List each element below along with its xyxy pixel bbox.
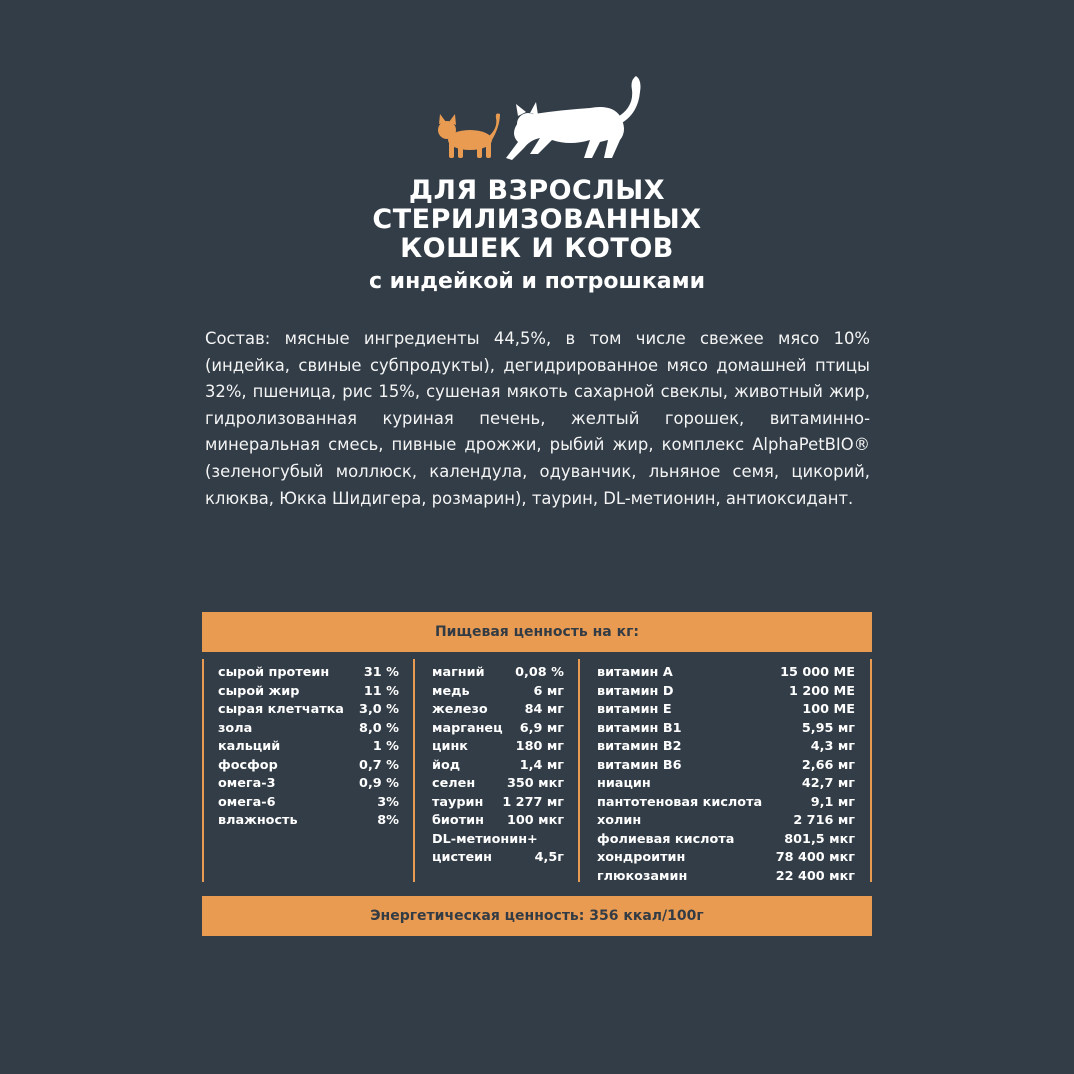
- nutrient-name: кальций: [218, 739, 281, 754]
- nutrient-name: зола: [218, 720, 253, 736]
- nutrient-row: [597, 720, 855, 739]
- nutrient-value: 11 %: [363, 683, 399, 699]
- nutrient-value: 8%: [377, 813, 399, 828]
- nutrient-value: 801,5 мкг: [784, 831, 855, 847]
- nutrient-row: [432, 794, 564, 813]
- nutrient-value: 100 МЕ: [802, 702, 855, 717]
- nutrient-name: витамин В2: [597, 739, 682, 754]
- nutrient-value: 8,0 %: [359, 720, 399, 736]
- nutrient-name: DL-метионин+: [432, 831, 538, 847]
- nutrient-value: 0,9 %: [359, 776, 399, 791]
- nutrient-name: хондроитин: [597, 850, 686, 865]
- kitten-icon: [438, 114, 500, 159]
- nutrient-name: витамин Е: [597, 702, 672, 717]
- nutrient-row: [597, 794, 855, 813]
- composition-text: Состав: мясные ингредиенты 44,5%, в том числе свежее мясо 10% (индейка, свиные субпродукты), дегидрированное мясо домашней птицы 32%, пшеница, рис 15%, сушеная мякоть сахарной свеклы, животный жир, гидролизованная куриная печень, желтый горошек, витаминно-минеральная смесь, пивные дрожжи, рыбий жир, комплекс AlphaPetBIO® (зеленогубый моллюск, календула, одуванчик, льняное семя, цикорий, клюква, Юкка Шидигера, розмарин), таурин, DL-метионин, антиоксидант.: [205, 329, 870, 508]
- nutrient-value: 3%: [377, 794, 399, 810]
- table-divider: [202, 659, 204, 882]
- nutrient-value: 15 000 МЕ: [780, 665, 855, 680]
- nutrient-value: 1 %: [372, 739, 399, 754]
- nutrient-value: 22 400 мкг: [775, 868, 855, 884]
- nutrition-column-3: [597, 664, 855, 886]
- nutrient-value: 180 мг: [515, 739, 564, 754]
- nutrient-value: 3,0 %: [359, 702, 399, 717]
- nutrient-name: селен: [432, 776, 476, 791]
- nutrient-name: йод: [432, 757, 461, 773]
- table-divider: [413, 659, 415, 882]
- nutrient-value: 9,1 мг: [810, 794, 855, 810]
- nutrient-row: [218, 775, 399, 794]
- nutrient-row: [432, 720, 564, 739]
- nutrient-name: сырая клетчатка: [218, 702, 344, 717]
- nutrient-name: цистеин: [432, 850, 492, 865]
- nutrient-value: 4,5г: [534, 850, 564, 865]
- nutrition-heading: Пищевая ценность на кг:: [202, 612, 872, 652]
- nutrient-name: марганец: [432, 720, 503, 736]
- nutrient-value: 2,66 мг: [801, 757, 855, 773]
- nutrient-row: [218, 720, 399, 739]
- nutrient-value: 84 мг: [524, 702, 564, 717]
- nutrient-row: [597, 738, 855, 757]
- nutrient-row: [218, 664, 399, 683]
- nutrient-row: [597, 664, 855, 683]
- nutrient-row: [597, 812, 855, 831]
- nutrient-value: 5,95 мг: [801, 720, 855, 736]
- nutrient-name: фосфор: [218, 757, 278, 773]
- energy-value: Энергетическая ценность: 356 ккал/100г: [202, 896, 872, 936]
- nutrient-value: 6 мг: [533, 683, 564, 699]
- nutrient-name: глюкозамин: [597, 868, 688, 884]
- nutrition-column-1: [218, 664, 399, 831]
- cats-illustration: [0, 0, 1074, 170]
- nutrient-name: медь: [432, 683, 470, 699]
- title-line-1: ДЛЯ ВЗРОСЛЫХ: [408, 175, 666, 206]
- nutrient-value: 0,7 %: [359, 757, 399, 773]
- title-line-3: КОШЕК И КОТОВ: [400, 233, 674, 264]
- nutrient-row: [597, 849, 855, 868]
- nutrient-row: [218, 683, 399, 702]
- nutrient-row: [432, 664, 564, 683]
- nutrient-row: [432, 849, 564, 868]
- nutrient-name: холин: [597, 813, 642, 828]
- nutrient-name: омега-6: [218, 794, 276, 810]
- nutrient-row: [432, 701, 564, 720]
- nutrient-name: таурин: [432, 794, 484, 810]
- nutrient-row: [432, 683, 564, 702]
- nutrient-name: железо: [432, 702, 488, 717]
- nutrient-row: [218, 701, 399, 720]
- nutrient-row: [597, 757, 855, 776]
- nutrient-row: [597, 868, 855, 887]
- nutrient-name: влажность: [218, 813, 298, 828]
- nutrient-row: [432, 812, 564, 831]
- nutrient-value: 0,08 %: [515, 665, 564, 680]
- nutrient-value: 4,3 мг: [810, 739, 855, 754]
- nutrient-value: 100 мкг: [507, 813, 564, 828]
- nutrient-value: 31 %: [363, 665, 399, 680]
- nutrient-name: сырой жир: [218, 683, 300, 699]
- nutrient-row: [597, 775, 855, 794]
- nutrient-row: [218, 812, 399, 831]
- nutrient-row: [218, 794, 399, 813]
- title-line-2: СТЕРИЛИЗОВАННЫХ: [372, 204, 702, 235]
- table-divider: [870, 659, 872, 882]
- nutrient-row: [597, 683, 855, 702]
- nutrient-name: витамин D: [597, 683, 674, 699]
- adult-cat-icon: [506, 76, 641, 160]
- nutrient-name: биотин: [432, 813, 484, 828]
- nutrient-name: фолиевая кислота: [597, 831, 735, 847]
- nutrient-value: 1 277 мг: [502, 794, 564, 810]
- nutrition-column-2: [432, 664, 564, 868]
- nutrient-name: пантотеновая кислота: [597, 794, 763, 810]
- nutrient-name: омега-3: [218, 776, 276, 791]
- nutrient-value: 350 мкг: [507, 776, 564, 791]
- nutrient-name: ниацин: [597, 776, 651, 791]
- nutrient-row: [597, 701, 855, 720]
- nutrient-value: 1 200 МЕ: [788, 683, 855, 699]
- nutrient-value: 1,4 мг: [519, 757, 564, 773]
- nutrient-row: [218, 738, 399, 757]
- nutrient-name: витамин А: [597, 665, 673, 680]
- nutrient-name: сырой протеин: [218, 665, 330, 680]
- nutrient-row: [432, 738, 564, 757]
- nutrient-name: витамин В1: [597, 720, 682, 736]
- nutrient-row: [218, 757, 399, 776]
- nutrient-value: 2 716 мг: [793, 813, 855, 828]
- subtitle: с индейкой и потрошками: [368, 269, 706, 294]
- nutrient-row: [432, 831, 564, 850]
- nutrient-value: 78 400 мкг: [775, 850, 855, 865]
- nutrient-row: [597, 831, 855, 850]
- nutrient-name: витамин В6: [597, 757, 682, 773]
- nutrient-value: 6,9 мг: [519, 720, 564, 736]
- nutrient-value: 42,7 мг: [801, 776, 855, 791]
- nutrient-name: цинк: [432, 739, 468, 754]
- table-divider: [578, 659, 580, 882]
- nutrient-row: [432, 775, 564, 794]
- nutrient-row: [432, 757, 564, 776]
- nutrient-name: магний: [432, 665, 485, 680]
